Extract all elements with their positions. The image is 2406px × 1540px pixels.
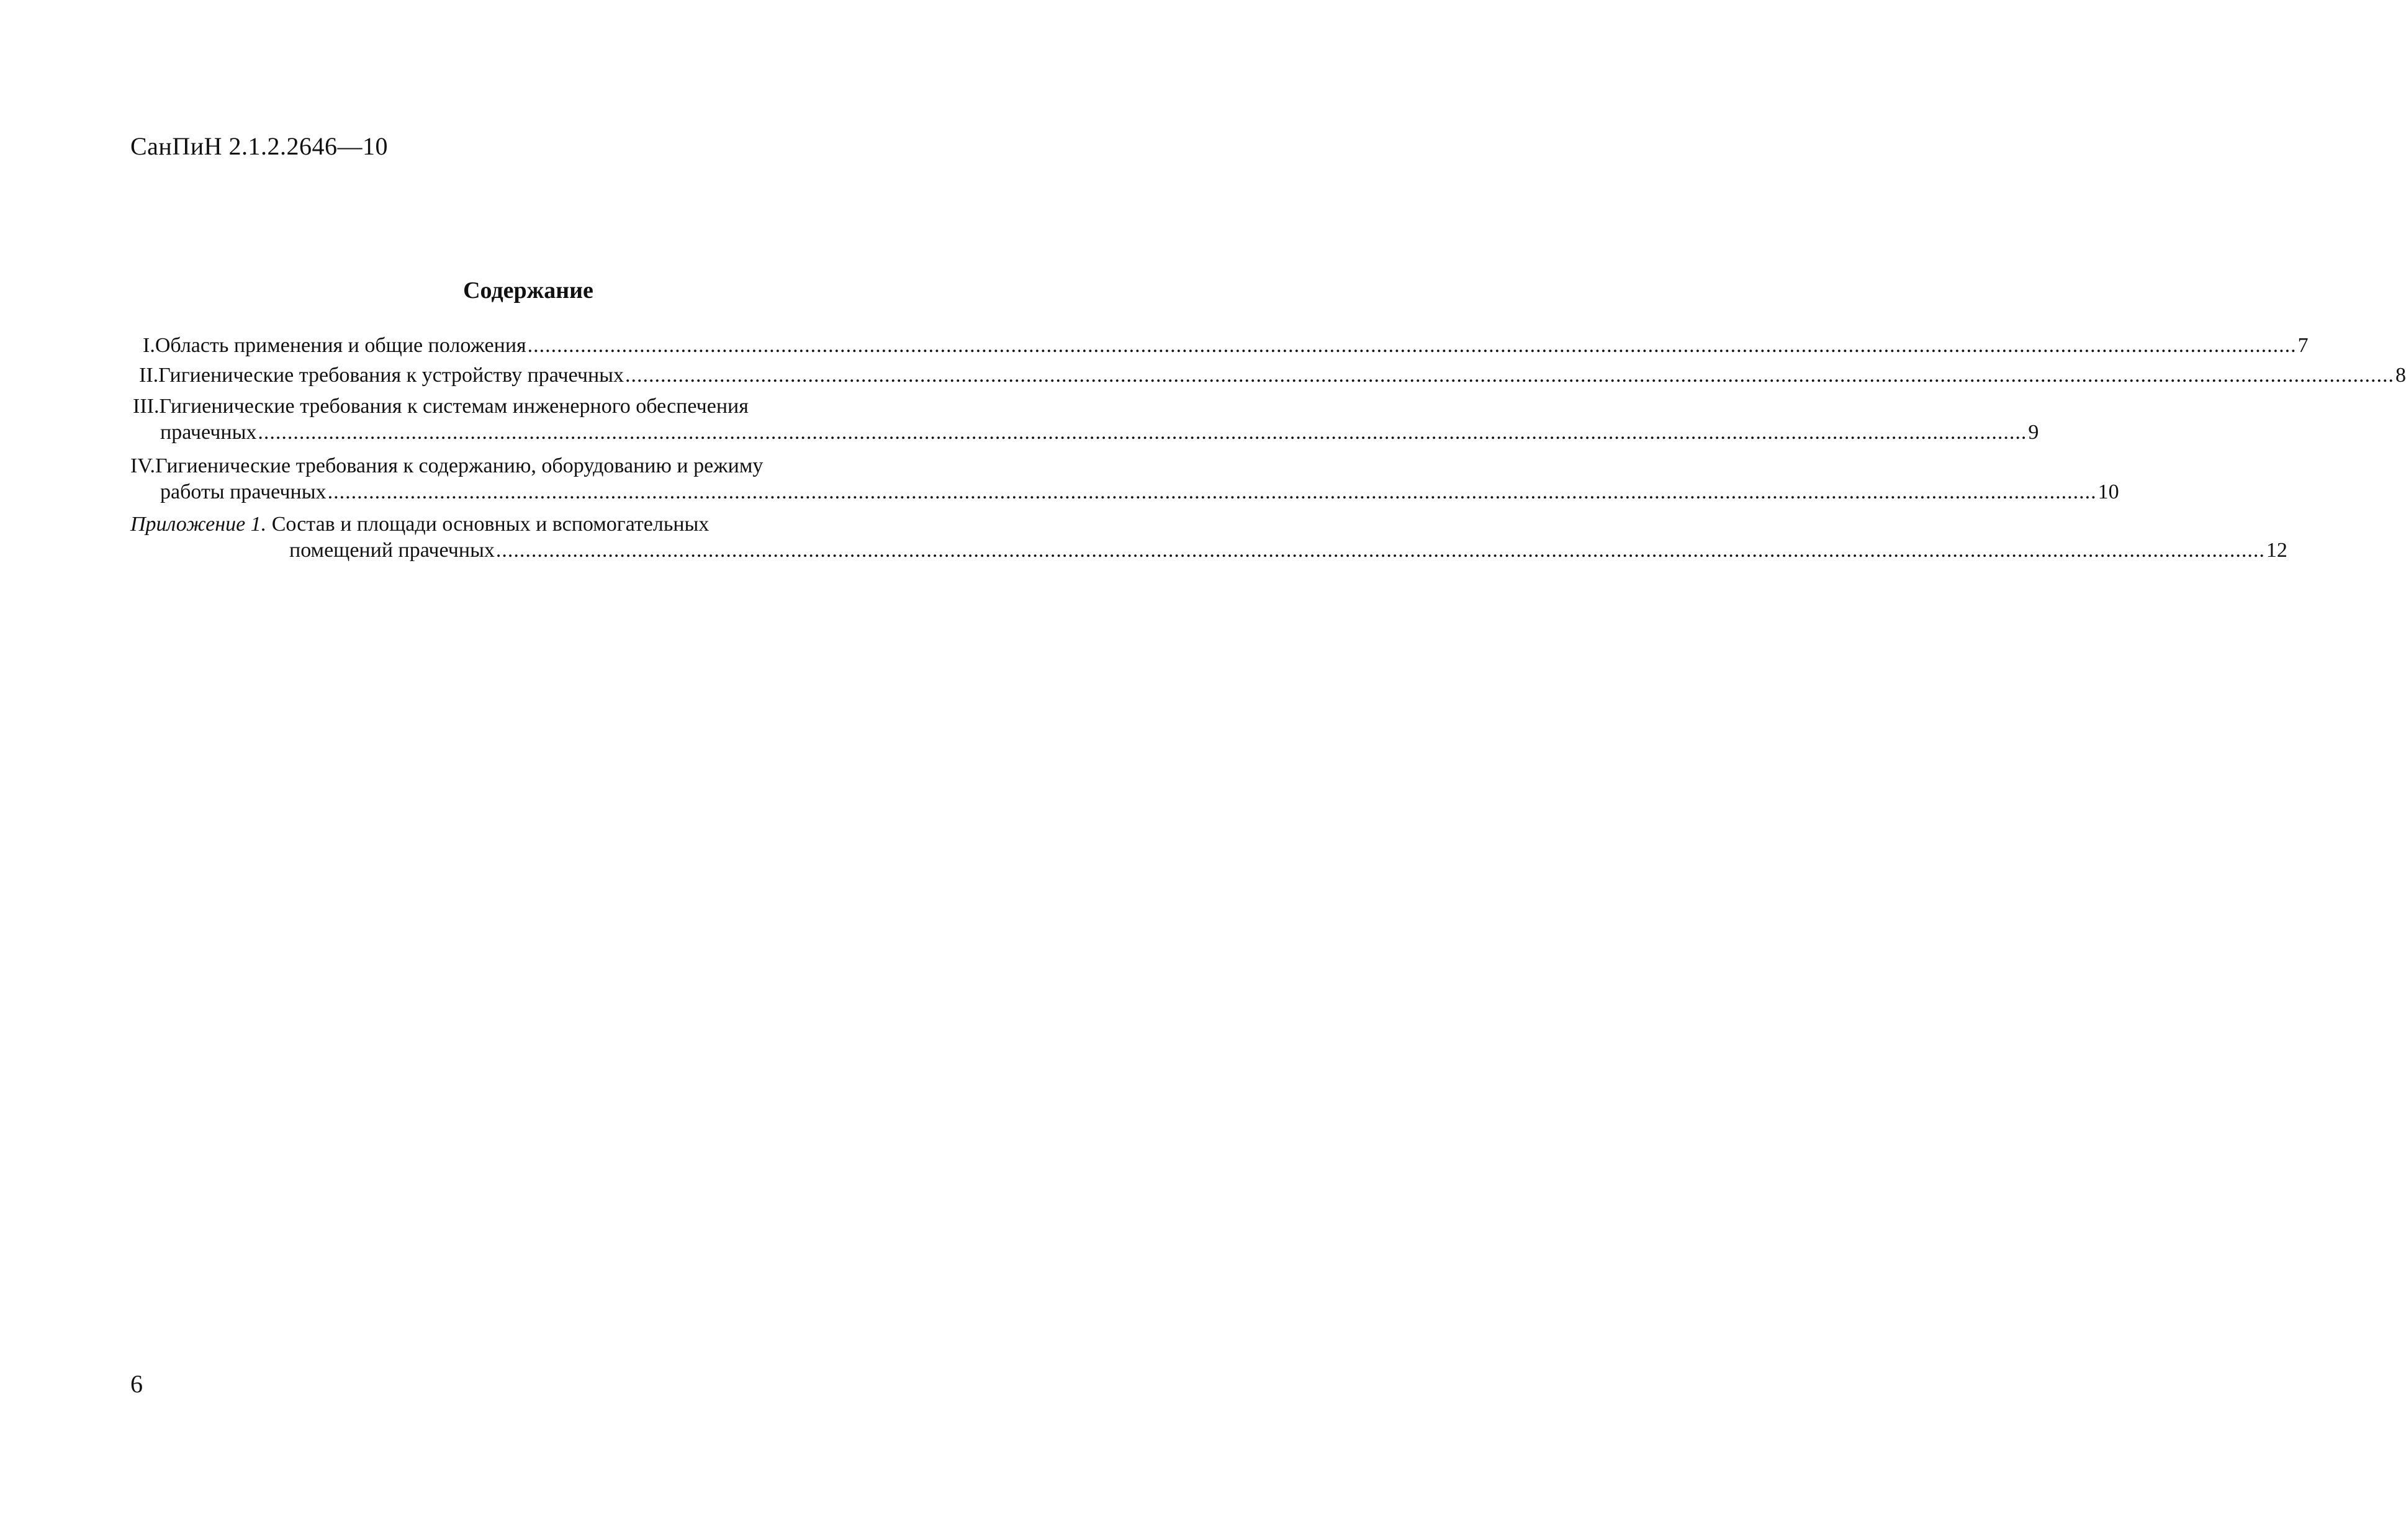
toc-leader-dots: ............................................................................................................................................................................................................................................................................................................ xyxy=(258,421,2027,444)
toc-entry-text: Гигиенические требования к системам инженерного обеспечения xyxy=(159,395,749,418)
toc-entry-3-cont[interactable] xyxy=(160,420,2039,446)
toc-entry-page: 9 xyxy=(2028,421,2039,444)
toc-entry-text-cont: прачечных xyxy=(160,421,257,444)
toc-title: Содержание xyxy=(463,277,593,304)
toc-entry-text: Гигиенические требования к устройству прачечных xyxy=(158,364,624,387)
toc-entry-page: 8 xyxy=(2395,364,2406,387)
toc-entry-3[interactable] xyxy=(133,394,934,420)
toc-entry-number: II. xyxy=(139,364,159,387)
toc-entry-text: Область применения и общие положения xyxy=(155,334,526,357)
toc-entry-4-cont[interactable] xyxy=(160,479,2119,505)
toc-entry-1[interactable] xyxy=(143,333,2309,359)
toc-entry-appendix-1-cont[interactable] xyxy=(289,538,2287,564)
toc-entry-number: I. xyxy=(143,334,155,357)
toc-entry-number: III. xyxy=(133,395,160,418)
toc-leader-dots: ............................................................................................................................................................................................................................................................................................................ xyxy=(527,334,2297,357)
toc-entry-number: IV. xyxy=(130,454,155,477)
toc-entry-text: Гигиенические требования к содержанию, оборудованию и режиму xyxy=(155,454,764,477)
toc-entry-page: 10 xyxy=(2097,480,2119,503)
document-code: СанПиН 2.1.2.2646—10 xyxy=(130,132,389,160)
toc-entry-appendix-1[interactable] xyxy=(130,511,934,538)
toc-entry-4[interactable] xyxy=(130,453,934,479)
toc-entry-text-cont: помещений прачечных xyxy=(289,539,495,562)
page-number: 6 xyxy=(130,1370,143,1398)
toc-entry-2[interactable] xyxy=(139,362,2406,389)
toc-leader-dots: ............................................................................................................................................................................................................................................................................................................ xyxy=(624,364,2394,387)
toc-appendix-prefix: Приложение 1. xyxy=(130,513,267,536)
toc-entry-text: Состав и площади основных и вспомогательных xyxy=(271,513,710,536)
toc-leader-dots: ............................................................................................................................................................................................................................................................................................................ xyxy=(327,480,2097,503)
toc-entry-page: 7 xyxy=(2297,334,2309,357)
toc-entry-text-cont: работы прачечных xyxy=(160,480,327,503)
toc-entry-page: 12 xyxy=(2266,539,2287,562)
toc-leader-dots: ............................................................................................................................................................................................................................................................................................................ xyxy=(495,539,2265,562)
